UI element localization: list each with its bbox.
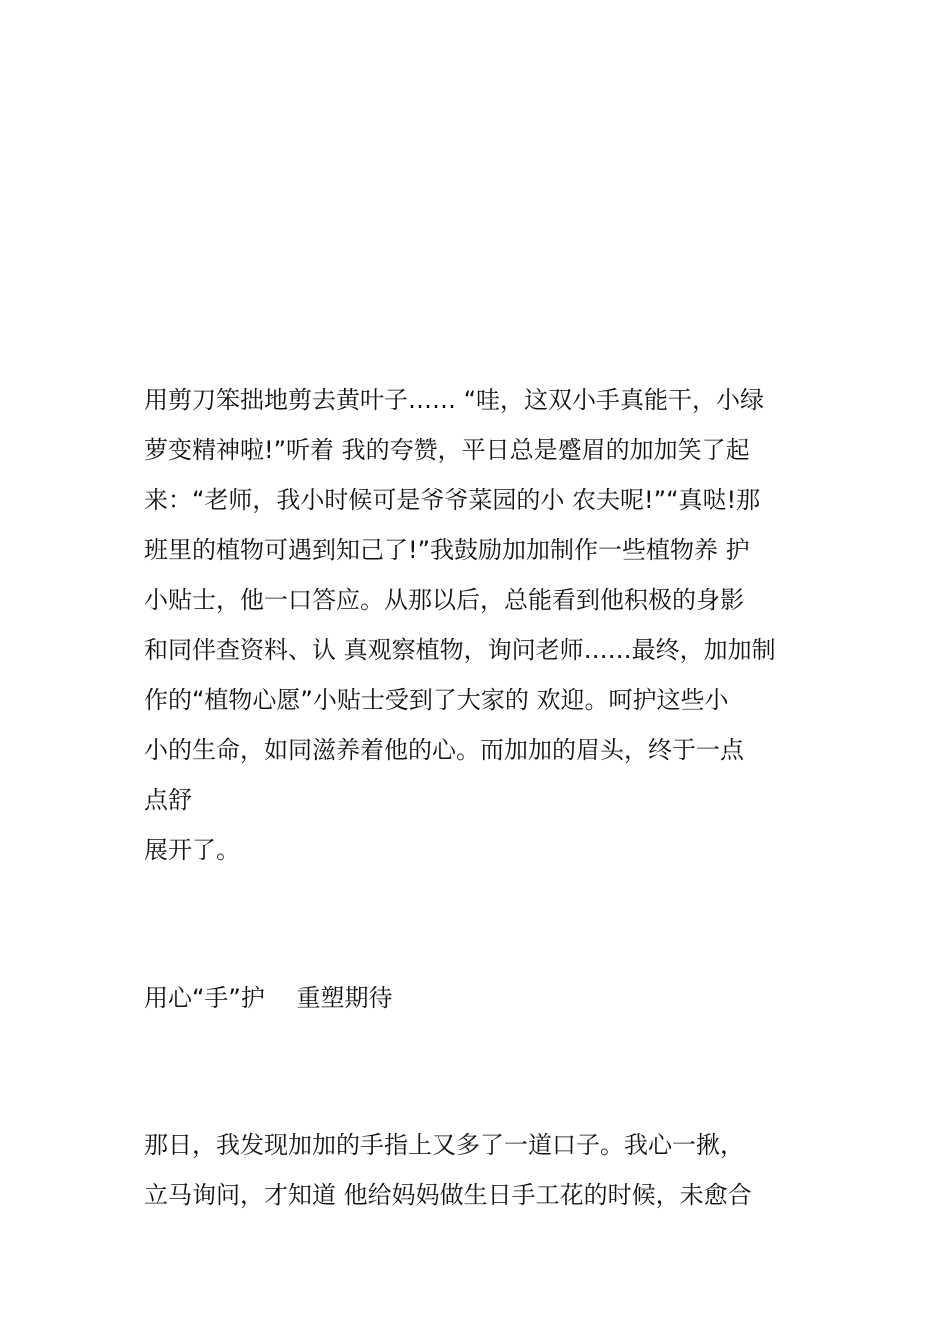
paragraph-line: 用剪刀笨拙地剪去黄叶子…… “哇，这双小手真能干，小绿 xyxy=(144,386,765,414)
paragraph-line: 展开了。 xyxy=(144,836,240,864)
paragraph-line: 和同伴查资料、认 真观察植物，询问老师……最终，加加制 xyxy=(144,636,776,664)
paragraph-line: 那日，我发现加加的手指上又多了一道口子。我心一揪， xyxy=(144,1131,744,1159)
section-heading xyxy=(144,973,814,1023)
paragraph-line: 作的“植物心愿”小贴士受到了大家的 欢迎。呵护这些小 xyxy=(144,686,729,714)
paragraph-line: 来：“老师，我小时候可是爷爷菜园的小 农夫呢!”“真哒!那 xyxy=(144,486,761,514)
section-heading-text: 用心“手”护 重塑期待 xyxy=(144,984,393,1012)
paragraph-line: 小的生命，如同滋养着他的心。而加加的眉头，终于一点 xyxy=(144,736,744,764)
paragraph-line: 萝变精神啦!”听着 我的夸赞，平日总是蹙眉的加加笑了起 xyxy=(144,436,750,464)
paragraph-1 xyxy=(144,375,814,875)
paragraph-2 xyxy=(144,1120,814,1220)
paragraph-line: 点舒 xyxy=(144,786,192,814)
paragraph-line: 小贴士，他一口答应。从那以后，总能看到他积极的身影 xyxy=(144,586,744,614)
paragraph-line: 立马询问，才知道 他给妈妈做生日手工花的时候，未愈合 xyxy=(144,1181,752,1209)
paragraph-line: 班里的植物可遇到知己了!”我鼓励加加制作一些植物养 护 xyxy=(144,536,750,564)
